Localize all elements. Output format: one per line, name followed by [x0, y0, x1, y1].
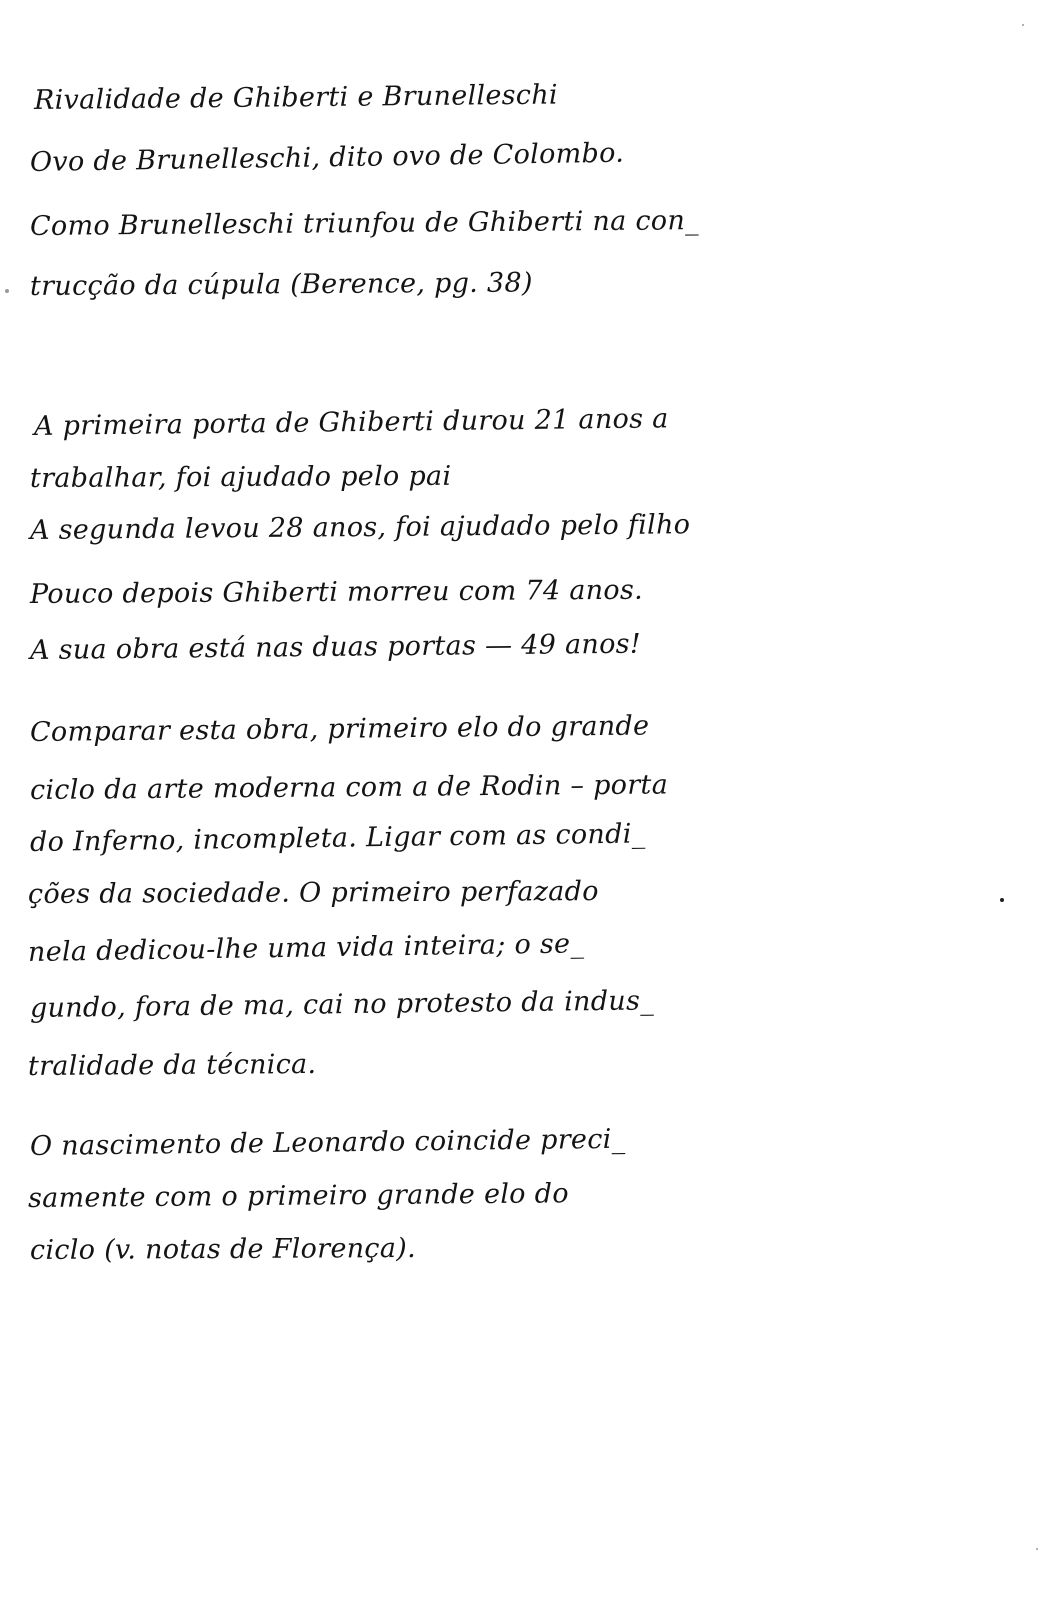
text-line: Pouco depois Ghiberti morreu com 74 anos.: [29, 574, 644, 610]
text-line: ções da sociedade. O primeiro perfazado: [27, 876, 599, 910]
text-line: tralidade da técnica.: [27, 1048, 317, 1082]
text-line: gundo, fora de ma, cai no protesto da indus_: [29, 985, 655, 1024]
text-line: trucção da cúpula (Berence, pg. 38): [29, 267, 533, 302]
scan-speck: [1022, 24, 1024, 26]
text-line: ciclo (v. notas de Florença).: [29, 1232, 416, 1266]
text-line: do Inferno, incompleta. Ligar com as condi_: [29, 818, 646, 858]
scan-speck: [5, 289, 9, 293]
text-line: A sua obra está nas duas portas — 49 anos!: [29, 628, 642, 666]
text-line: ciclo da arte moderna com a de Rodin – porta: [29, 769, 669, 806]
text-line: Como Brunelleschi triunfou de Ghiberti na con_: [29, 205, 700, 242]
text-line: trabalhar, foi ajudado pelo pai: [29, 460, 452, 494]
text-line: nela dedicou-lhe uma vida inteira; o se_: [27, 928, 585, 968]
text-line: O nascimento de Leonardo coincide preci_: [29, 1123, 626, 1162]
text-line: Rivalidade de Ghiberti e Brunelleschi: [33, 79, 559, 116]
scan-speck: [1036, 1548, 1038, 1550]
text-line: A primeira porta de Ghiberti durou 21 anos a: [33, 403, 669, 442]
text-line: samente com o primeiro grande elo do: [27, 1178, 569, 1214]
text-line: Ovo de Brunelleschi, dito ovo de Colombo.: [29, 137, 625, 178]
scan-speck: [1000, 898, 1004, 902]
text-line: Comparar esta obra, primeiro elo do grande: [29, 710, 650, 748]
text-line: A segunda levou 28 anos, foi ajudado pelo filho: [29, 509, 691, 546]
